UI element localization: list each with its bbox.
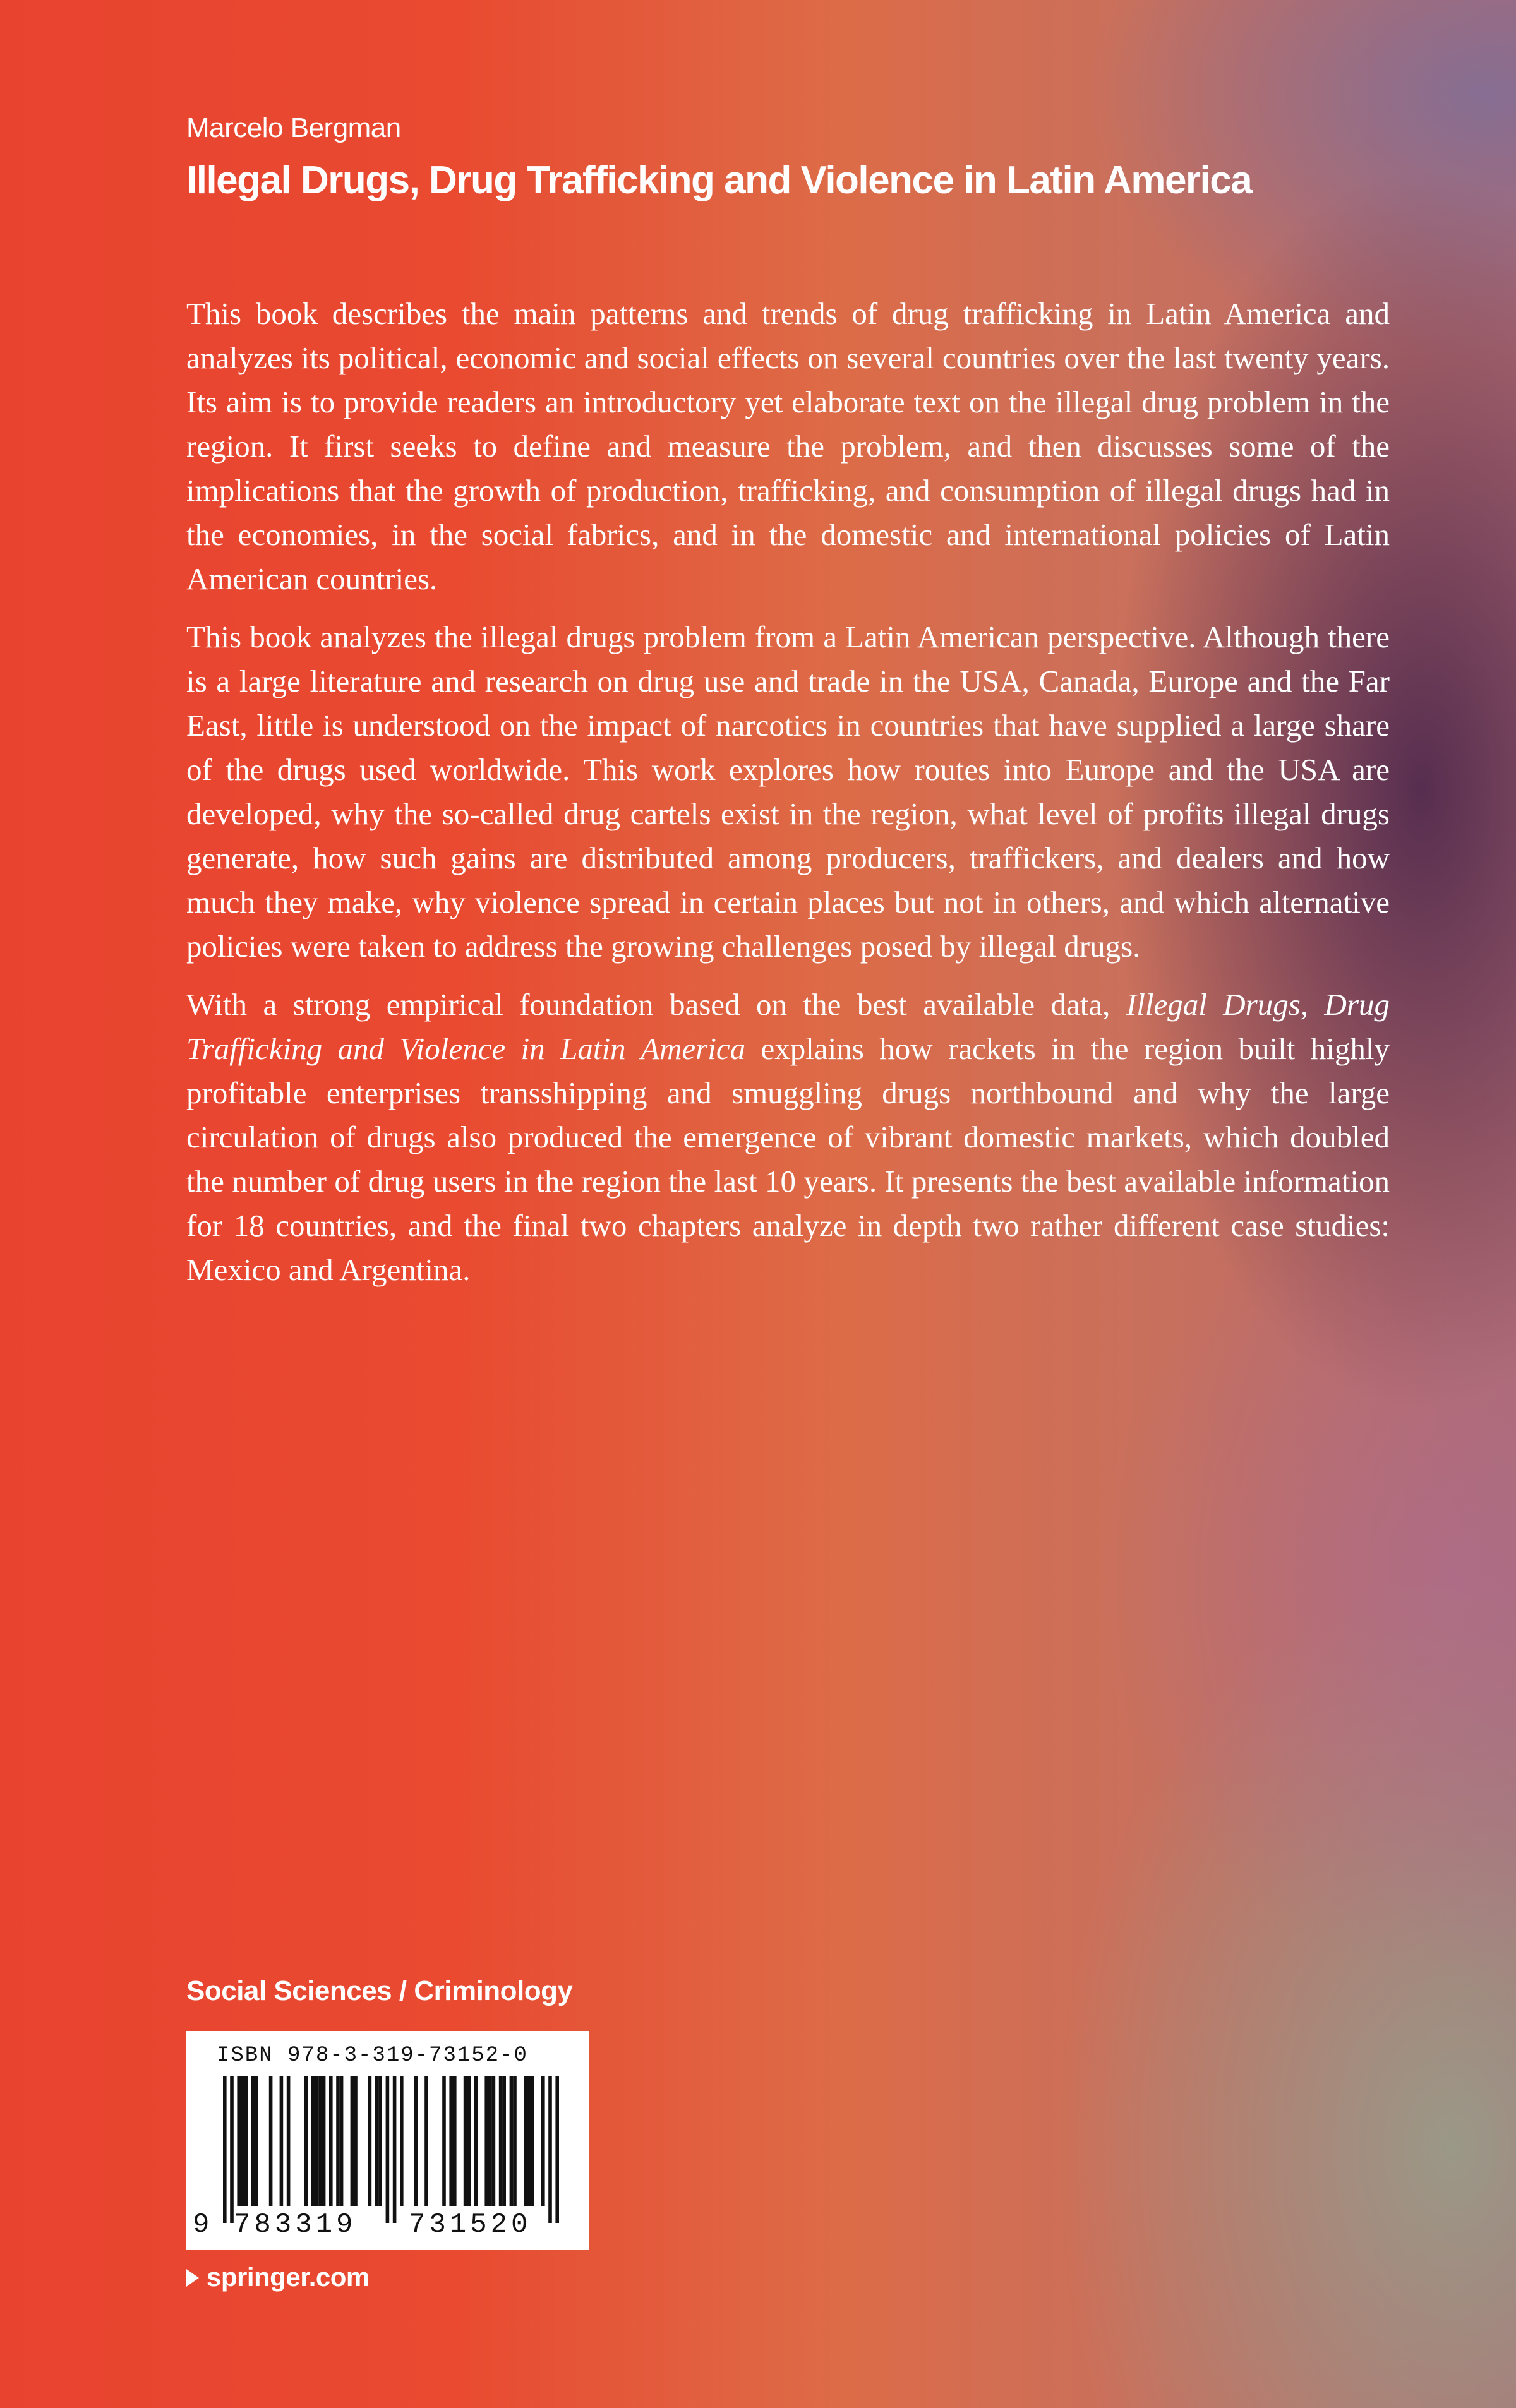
barcode-bar — [354, 2076, 358, 2206]
barcode-bar — [464, 2076, 467, 2206]
book-description — [186, 292, 1390, 1306]
barcode-bar — [467, 2076, 471, 2206]
barcode-bar — [548, 2076, 552, 2223]
barcode-bar — [400, 2076, 404, 2206]
barcode-bar — [492, 2076, 496, 2206]
barcode-bar — [311, 2076, 315, 2206]
barcode-bar — [393, 2076, 397, 2223]
barcode-bar — [424, 2076, 428, 2206]
barcode-bar — [315, 2076, 319, 2206]
paragraph-3-book-title: Illegal Drugs, Drug Trafficking and Violence in Latin America — [186, 987, 1390, 1066]
paragraph-3-start: With a strong empirical foundation based on the best available data, — [186, 987, 1126, 1022]
barcode-bar — [453, 2076, 457, 2206]
barcode-bar — [340, 2076, 344, 2206]
barcode-bar — [378, 2076, 382, 2206]
barcode-bar — [304, 2076, 308, 2206]
barcode-bar — [322, 2076, 326, 2206]
barcode-right-digits: 731520 — [409, 2209, 532, 2241]
barcode-bar — [541, 2076, 545, 2206]
author-name: Marcelo Bergman — [186, 112, 401, 143]
barcode-bar — [255, 2076, 258, 2206]
barcode-bar — [502, 2076, 506, 2206]
barcode-bar — [386, 2076, 390, 2223]
barcode-bar — [488, 2076, 492, 2206]
isbn-label: ISBN 978-3-319-73152-0 — [217, 2044, 528, 2068]
book-title: Illegal Drugs, Drug Trafficking and Violence in Latin America — [186, 159, 1252, 202]
barcode-bar — [499, 2076, 503, 2206]
barcode-bar — [241, 2076, 244, 2206]
barcode-bar — [244, 2076, 248, 2206]
barcode-bar — [318, 2076, 322, 2206]
barcode-bar — [329, 2076, 333, 2206]
barcode-bar — [269, 2076, 273, 2206]
barcode-bar — [237, 2076, 241, 2206]
barcode-bar — [513, 2076, 517, 2206]
barcode-bar — [527, 2076, 531, 2206]
barcode-bar — [510, 2076, 514, 2206]
barcode-bar — [280, 2076, 284, 2206]
subject-category: Social Sciences / Criminology — [186, 1975, 573, 2006]
paragraph-3-end: explains how rackets in the region built highly profitable enterprises transshipping and smuggling drugs northbound and why the large circulation of drugs also produced the emergence of vibrant domestic markets, which doubled the number of drug users in the region the last 10 years. It presents the best available information for 18 countries, and the final two chapters analyze in depth two rather different case studies: Mexico and Argentina. — [186, 1031, 1390, 1287]
barcode-first-digit: 9 — [193, 2209, 210, 2241]
barcode-bar — [251, 2076, 255, 2206]
barcode-bar — [449, 2076, 453, 2206]
description-paragraph-1: This book describes the main patterns and trends of drug trafficking in Latin America and analyzes its political, economic and social effects on several countries over the last twenty years. Its aim is to provide readers an introductory yet elaborate text on the illegal drug problem in the region. It first seeks to define and measure the problem, and then discusses some of the implications that the growth of production, trafficking, and consumption of illegal drugs had in the economies, in the social fabrics, and in the domestic and international policies of Latin American countries. — [186, 296, 1390, 596]
barcode-bar — [375, 2076, 379, 2206]
barcode-bar — [287, 2076, 291, 2206]
description-paragraph-2: This book analyzes the illegal drugs problem from a Latin American perspective. Although there is a large literature and research on drug use and trade in the USA, Canada, Europe and the Far East, little is understood on the impact of narcotics in countries that have supplied a large share of the drugs used worldwide. This work explores how routes into Europe and the USA are developed, why the so-called drug cartels exist in the region, what level of profits illegal drugs generate, how such gains are distributed among producers, traffickers, and dealers and how much they make, why violence spread in certain places but not in others, and which alternative policies were taken to address the growing challenges posed by illegal drugs. — [186, 620, 1390, 964]
barcode-bar — [368, 2076, 372, 2206]
barcode-bar — [223, 2076, 227, 2223]
barcode-bar — [230, 2076, 234, 2223]
barcode-bar — [524, 2076, 527, 2206]
publisher-link[interactable] — [186, 2262, 370, 2292]
isbn-barcode — [186, 2031, 589, 2250]
barcode-left-digits: 783319 — [234, 2209, 357, 2241]
barcode-bar — [336, 2076, 340, 2206]
publisher-url: springer.com — [207, 2262, 370, 2292]
barcode-bar — [484, 2076, 488, 2206]
barcode-bar — [351, 2076, 354, 2206]
barcode-bar — [555, 2076, 559, 2223]
barcode-bar — [474, 2076, 478, 2206]
barcode-bar — [531, 2076, 534, 2206]
arrow-right-icon — [186, 2269, 199, 2287]
barcode-bar — [442, 2076, 446, 2206]
barcode-bar — [414, 2076, 418, 2206]
description-paragraph-3 — [186, 983, 1390, 1292]
